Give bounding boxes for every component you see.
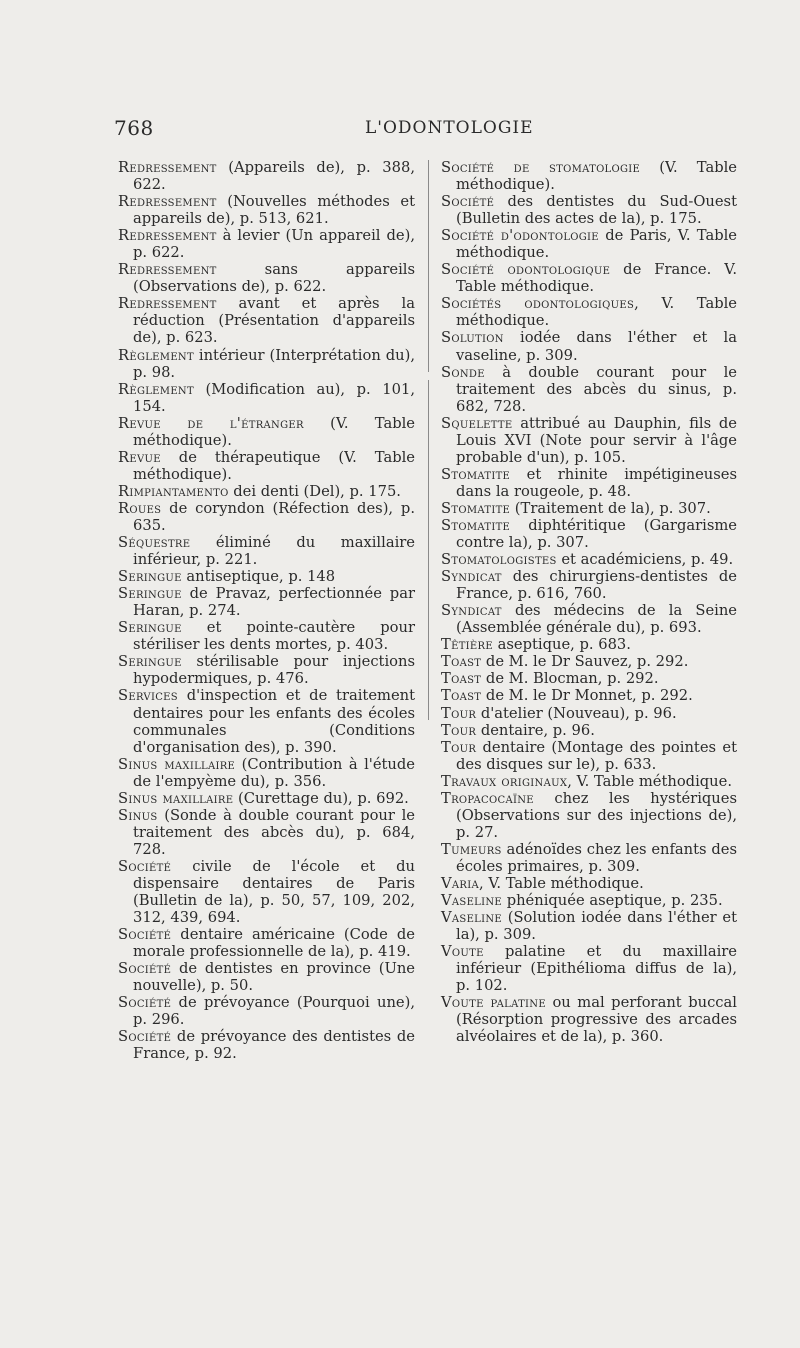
index-entry	[441, 909, 737, 943]
entry-heading: Voute palatine	[441, 994, 546, 1012]
index-entry	[441, 943, 737, 994]
index-entry	[441, 415, 737, 466]
entry-text: (V. Table méthodique).	[456, 159, 737, 194]
entry-heading: Redressement	[118, 261, 217, 279]
entry-text: , V. Table méthodique.	[479, 874, 644, 892]
entry-text: de France. V. Table méthodique.	[456, 261, 737, 296]
entry-text: de M. Blocman, p. 292.	[481, 670, 659, 688]
entry-heading: Roues	[118, 499, 162, 517]
index-entry	[441, 329, 737, 363]
entry-text: (Sonde à double courant pour le traitement des abcès du), p. 684, 728.	[133, 806, 415, 858]
entry-text: de coryndon (Réfection des), p. 635.	[133, 499, 415, 534]
index-entry	[118, 653, 415, 687]
index-entry	[118, 159, 415, 193]
entry-text: phéniquée aseptique, p. 235.	[502, 892, 723, 910]
entry-heading: Rimpiantamento	[118, 482, 229, 500]
entry-text: (Curettage du), p. 692.	[233, 789, 409, 807]
entry-text: et rhinite impétigineuses dans la rougeole, p. 48.	[456, 465, 737, 500]
index-entry	[441, 705, 737, 722]
index-entry	[118, 585, 415, 619]
index-entry	[441, 653, 737, 670]
entry-heading: Solution	[441, 329, 504, 347]
column-divider	[428, 160, 429, 372]
entry-heading: Sonde	[441, 363, 485, 381]
entry-heading: Tour	[441, 738, 477, 756]
index-entry	[118, 568, 415, 585]
entry-heading: Sinus maxillaire	[118, 755, 236, 773]
index-entry	[441, 551, 737, 568]
index-entry	[118, 381, 415, 415]
entry-heading: Revue	[118, 448, 161, 466]
entry-text: éliminé du maxillaire inférieur, p. 221.	[133, 534, 415, 569]
index-entry	[118, 858, 415, 926]
entry-text: de M. le Dr Sauvez, p. 292.	[481, 653, 689, 671]
entry-heading: Syndicat	[441, 568, 502, 586]
entry-text: à levier (Un appareil de), p. 622.	[133, 227, 415, 262]
entry-text: dentaire, p. 96.	[476, 721, 595, 739]
index-entry	[118, 261, 415, 295]
entry-heading: Société	[118, 960, 172, 978]
index-column-right	[441, 159, 737, 1045]
entry-heading: Société odontologique	[441, 261, 611, 279]
running-title: L'ODONTOLOGIE	[365, 118, 534, 138]
entry-heading: Stomatite	[441, 465, 511, 483]
entry-heading: Toast	[441, 670, 482, 688]
entry-text: , V. Table méthodique.	[567, 772, 732, 790]
entry-text: ou mal perforant buccal (Résorption progressive des arcades alvéolaires et de la), p. 360.	[456, 994, 737, 1046]
entry-heading: Société de stomatologie	[441, 159, 641, 176]
entry-heading: Voute	[441, 943, 484, 961]
entry-heading: Revue de l'étranger	[118, 414, 304, 432]
index-entry	[118, 347, 415, 381]
index-entry	[118, 807, 415, 858]
entry-heading: Sinus maxillaire	[118, 789, 234, 807]
entry-text: aseptique, p. 683.	[492, 636, 631, 654]
entry-heading: Seringue	[118, 653, 182, 671]
entry-heading: Varia	[441, 874, 480, 892]
index-entry	[441, 670, 737, 687]
entry-text: (Appareils de), p. 388, 622.	[133, 159, 415, 194]
index-entry	[441, 841, 737, 875]
entry-text: et académiciens, p. 49.	[556, 551, 734, 569]
entry-text: diphtéritique (Gargarisme contre la), p. 307.	[456, 516, 737, 552]
index-entry	[441, 687, 737, 704]
entry-text: d'inspection et de traitement dentaires pour les enfants des écoles communales (Conditions d'organisation des), p. 390.	[133, 687, 415, 756]
index-entry	[118, 227, 415, 261]
entry-text: intérieur (Interprétation du), p. 98.	[133, 346, 415, 381]
entry-heading: Redressement	[118, 159, 217, 176]
entry-text: (Solution iodée dans l'éther et la), p. 309.	[456, 909, 737, 944]
entry-heading: Toast	[441, 687, 482, 705]
entry-text: dei denti (Del), p. 175.	[228, 482, 401, 500]
index-entry	[118, 756, 415, 790]
entry-text: adénoïdes chez les enfants des écoles primaires, p. 309.	[456, 840, 737, 875]
entry-heading: Société	[118, 857, 172, 875]
entry-text: de M. le Dr Monnet, p. 292.	[481, 687, 693, 705]
entry-text: iodée dans l'éther et la vaseline, p. 309.	[456, 329, 737, 364]
entry-heading: Sociétés odontologiques	[441, 295, 635, 313]
index-entry	[118, 295, 415, 346]
entry-heading: Société	[118, 1028, 172, 1046]
index-entry	[441, 636, 737, 653]
entry-heading: Seringue	[118, 585, 182, 603]
index-entry	[441, 466, 737, 500]
entry-text: de thérapeutique (V. Table méthodique).	[133, 448, 415, 483]
index-entry	[118, 926, 415, 960]
entry-heading: Règlement	[118, 346, 194, 364]
entry-text: dentaire (Montage des pointes et des disques sur le), p. 633.	[456, 738, 737, 773]
entry-heading: Travaux originaux	[441, 772, 568, 790]
index-entry	[441, 739, 737, 773]
index-entry	[118, 994, 415, 1028]
entry-heading: Têtière	[441, 636, 493, 654]
index-entry	[441, 790, 737, 841]
entry-heading: Sinus	[118, 806, 158, 824]
entry-text: de Pravaz, perfectionnée par Haran, p. 274.	[133, 585, 415, 620]
entry-text: de prévoyance des dentistes de France, p. 92.	[133, 1028, 415, 1063]
entry-text: (Contribution à l'étude de l'empyème du), p. 356.	[133, 755, 415, 790]
entry-heading: Séquestre	[118, 534, 191, 552]
entry-text: antiseptique, p. 148	[181, 568, 336, 586]
entry-text: sans appareils (Observations de), p. 622.	[133, 261, 415, 296]
entry-text: et pointe-cautère pour stériliser les dents mortes, p. 403.	[133, 619, 415, 654]
entry-text: chez les hystériques (Observations sur des injections de), p. 27.	[456, 789, 737, 841]
entry-heading: Vaseline	[441, 909, 503, 927]
entry-text: avant et après la réduction (Présentation d'appareils de), p. 623.	[133, 295, 415, 347]
index-entry	[441, 602, 737, 636]
entry-heading: Société d'odontologie	[441, 227, 599, 245]
entry-text: de dentistes en province (Une nouvelle), p. 50.	[133, 960, 415, 995]
entry-heading: Tour	[441, 721, 477, 739]
entry-text: des dentistes du Sud-Ouest (Bulletin des actes de la), p. 175.	[456, 193, 737, 228]
index-entry	[441, 227, 737, 261]
index-entry	[441, 994, 737, 1045]
entry-text: (V. Table méthodique).	[133, 414, 415, 449]
page-number: 768	[114, 116, 154, 140]
index-entry	[441, 295, 737, 329]
entry-text: civile de l'école et du dispensaire dentaires de Paris (Bulletin de la), p. 50, 57, 109, 202, 312, 439, 694.	[133, 857, 415, 927]
index-entry	[118, 193, 415, 227]
index-entry	[118, 534, 415, 568]
entry-heading: Société	[118, 994, 172, 1012]
index-entry	[118, 449, 415, 483]
index-entry	[441, 517, 737, 551]
index-entry	[441, 773, 737, 790]
entry-heading: Stomatologistes	[441, 551, 557, 569]
index-entry	[118, 500, 415, 534]
entry-heading: Règlement	[118, 380, 194, 398]
entry-text: d'atelier (Nouveau), p. 96.	[476, 704, 677, 722]
index-entry	[441, 159, 737, 193]
entry-heading: Tumeurs	[441, 840, 502, 858]
entry-text: des médecins de la Seine (Assemblée générale du), p. 693.	[456, 602, 737, 637]
entry-heading: Tour	[441, 704, 477, 722]
index-column-left	[118, 159, 415, 1062]
entry-heading: Redressement	[118, 227, 217, 245]
index-entry	[441, 500, 737, 517]
index-entry	[441, 364, 737, 415]
index-entry	[441, 193, 737, 227]
index-entry	[441, 568, 737, 602]
entry-heading: Seringue	[118, 568, 182, 586]
index-entry	[441, 892, 737, 909]
entry-text: à double courant pour le traitement des abcès du sinus, p. 682, 728.	[456, 363, 737, 415]
entry-heading: Services	[118, 687, 178, 705]
index-entry	[118, 483, 415, 500]
entry-heading: Redressement	[118, 193, 217, 211]
column-divider	[428, 380, 429, 720]
index-entry	[118, 790, 415, 807]
entry-text: (Traitement de la), p. 307.	[510, 499, 711, 517]
entry-heading: Redressement	[118, 295, 217, 313]
index-entry	[118, 619, 415, 653]
entry-text: des chirurgiens-dentistes de France, p. 616, 760.	[456, 568, 737, 603]
index-entry	[441, 875, 737, 892]
entry-text: de Paris, V. Table méthodique.	[456, 227, 738, 262]
entry-heading: Société	[118, 926, 172, 944]
entry-text: attribué au Dauphin, fils de Louis XVI (Note pour servir à l'âge probable d'un), p. 105.	[456, 414, 737, 466]
entry-text: stérilisable pour injections hypodermiques, p. 476.	[133, 653, 415, 688]
entry-text: , V. Table méthodique.	[456, 295, 737, 330]
entry-heading: Seringue	[118, 619, 182, 637]
entry-text: (Modification au), p. 101, 154.	[133, 380, 415, 415]
entry-text: (Nouvelles méthodes et appareils de), p. 513, 621.	[133, 193, 415, 228]
entry-heading: Vaseline	[441, 892, 503, 910]
entry-heading: Syndicat	[441, 602, 502, 620]
entry-heading: Toast	[441, 653, 482, 671]
entry-text: de prévoyance (Pourquoi une), p. 296.	[133, 994, 415, 1029]
entry-text: dentaire américaine (Code de morale professionnelle de la), p. 419.	[133, 926, 415, 961]
entry-text: palatine et du maxillaire inférieur (Epithélioma diffus de la), p. 102.	[456, 943, 737, 995]
index-entry	[118, 687, 415, 755]
index-entry	[441, 261, 737, 295]
entry-heading: Tropacocaïne	[441, 789, 534, 807]
entry-heading: Stomatite	[441, 499, 511, 517]
index-entry	[118, 1028, 415, 1062]
index-entry	[441, 722, 737, 739]
entry-heading: Société	[441, 193, 495, 211]
index-entry	[118, 415, 415, 449]
entry-heading: Stomatite	[441, 516, 511, 534]
index-entry	[118, 960, 415, 994]
entry-heading: Squelette	[441, 414, 513, 432]
